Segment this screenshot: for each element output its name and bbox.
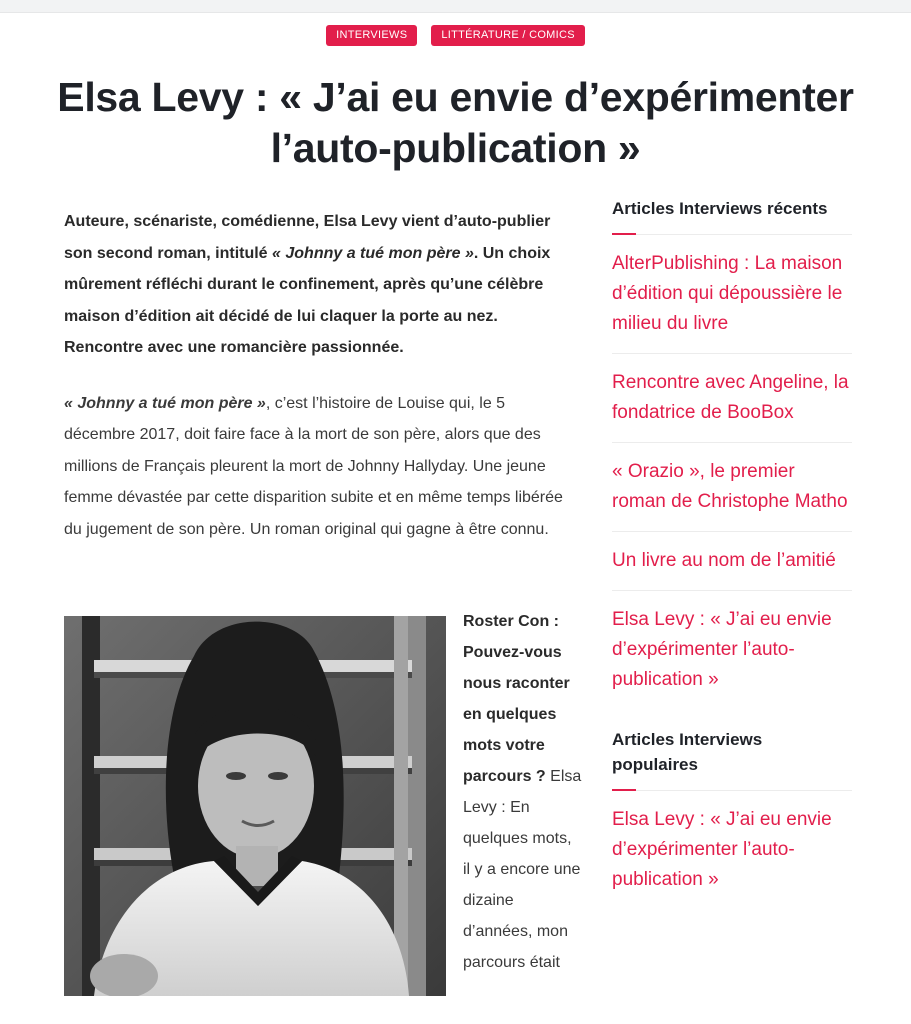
popular-heading: Articles Interviews populaires	[612, 727, 852, 791]
recent-article-link[interactable]: Rencontre avec Angeline, la fondatrice de BooBox	[612, 354, 852, 443]
recent-article-link[interactable]: Elsa Levy : « J’ai eu envie d’expérimenter l’auto-publication »	[612, 609, 832, 690]
tag-interviews[interactable]: INTERVIEWS	[326, 25, 417, 46]
lede-book-title: « Johnny a tué mon père »	[272, 244, 474, 262]
recent-heading: Articles Interviews récents	[612, 196, 852, 235]
tag-litterature-comics[interactable]: LITTÉRATURE / COMICS	[431, 25, 585, 46]
interview-qa	[463, 606, 583, 996]
lede-text-2: . Un choix mûrement réfléchi durant le confinement, après qu’une célèbre maison d’édition ait décidé de lui claquer la porte au nez. Rencontre avec une romancière passionnée.	[64, 244, 551, 356]
lede-text-1: Auteure, scénariste, comédienne, Elsa Levy vient d’auto-publier son second roman, intitulé	[64, 213, 551, 262]
sidebar	[612, 196, 852, 909]
category-tags	[0, 25, 911, 46]
body-book-title: « Johnny a tué mon père »	[64, 394, 266, 412]
popular-section	[612, 727, 852, 909]
recent-articles-list	[612, 235, 852, 709]
article-title: Elsa Levy : « J’ai eu envie d’expérimenter l’auto-publication »	[57, 74, 854, 171]
author-photo	[64, 616, 446, 996]
recent-article-link[interactable]: AlterPublishing : La maison d’édition qui dépoussière le milieu du livre	[612, 235, 852, 354]
article-content	[64, 206, 578, 561]
interview-answer: Elsa Levy : En quelques mots, il y a encore une dizaine d’années, mon parcours était	[463, 768, 582, 971]
body-text: , c’est l’histoire de Louise qui, le 5 décembre 2017, doit faire face à la mort de son père, alors que des millions de Français pleurent la mort de Johnny Hallyday. Une jeune femme dévastée par cette disparition subite et en même temps libérée du jugement de son père. Un roman original qui gagne à être connu.	[64, 394, 563, 538]
popular-articles-list	[612, 791, 852, 909]
recent-article-link[interactable]: Un livre au nom de l’amitié	[612, 532, 852, 591]
article-paragraph	[64, 388, 578, 546]
article-lede	[64, 206, 578, 364]
popular-article-link[interactable]: Elsa Levy : « J’ai eu envie d’expérimenter l’auto-publication »	[612, 809, 832, 890]
interview-question: Roster Con : Pouvez-vous nous raconter en quelques mots votre parcours ?	[463, 613, 570, 785]
recent-article-link[interactable]: « Orazio », le premier roman de Christophe Matho	[612, 443, 852, 532]
